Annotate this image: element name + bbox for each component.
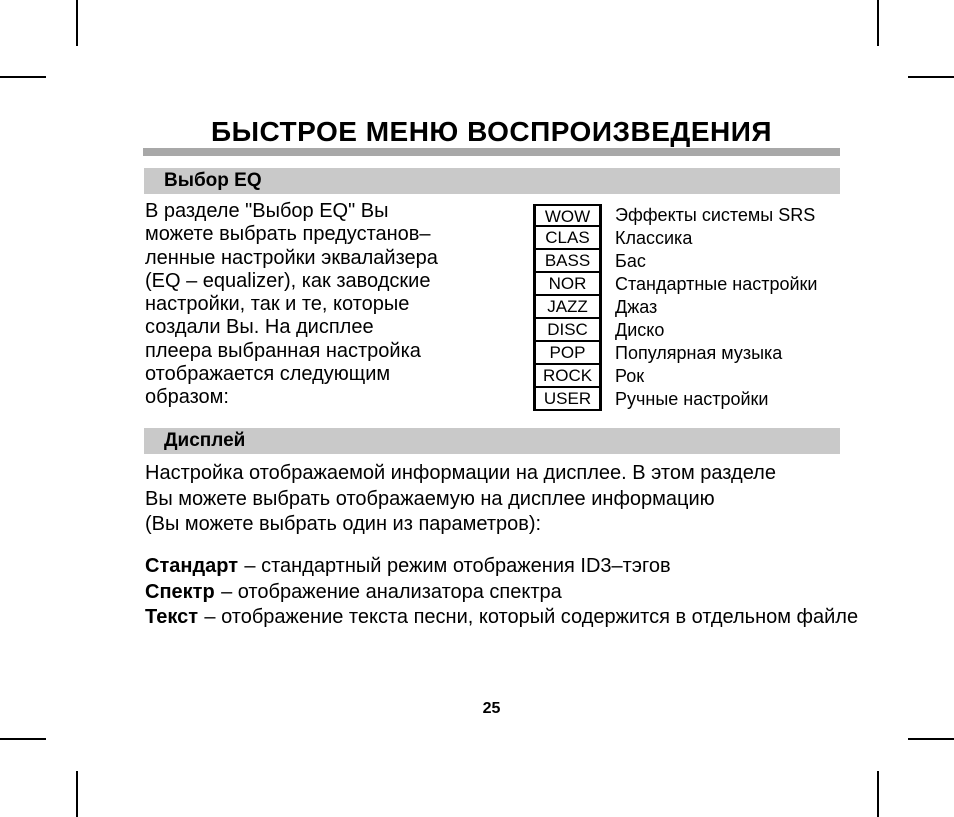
crop-mark-top-left-vertical — [76, 0, 78, 46]
title-rule — [143, 148, 840, 156]
definition-line — [145, 580, 865, 606]
eq-description: Популярная музыка — [615, 343, 783, 363]
page-number: 25 — [482, 700, 501, 717]
crop-mark-bottom-left-horizontal — [0, 738, 46, 740]
crop-mark-top-left-horizontal — [0, 76, 46, 78]
eq-description: Диско — [615, 320, 665, 340]
crop-mark-top-right-vertical — [877, 0, 879, 46]
eq-code-cell: DISC — [533, 319, 602, 342]
eq-code-cell: POP — [533, 342, 602, 365]
eq-table-row — [533, 388, 817, 411]
section-header-display — [144, 428, 840, 454]
eq-description: Классика — [615, 228, 693, 248]
eq-code-cell: WOW — [533, 204, 602, 227]
eq-code-cell: NOR — [533, 273, 602, 296]
eq-table-row — [533, 365, 817, 388]
eq-table-row — [533, 342, 817, 365]
crop-mark-bottom-right-horizontal — [908, 738, 954, 740]
eq-description: Стандартные настройки — [615, 274, 818, 294]
eq-code-cell: USER — [533, 388, 602, 411]
crop-mark-top-right-horizontal — [908, 76, 954, 78]
eq-description: Рок — [615, 366, 645, 386]
definition-text: – отображение текста песни, который содержится в отдельном файле — [204, 606, 859, 628]
display-definitions — [145, 554, 865, 631]
eq-table-row — [533, 319, 817, 342]
definition-term: Спектр — [145, 580, 215, 603]
section-header-display-label: Дисплей — [164, 430, 246, 451]
section-header-eq — [144, 168, 840, 194]
eq-code-cell: ROCK — [533, 365, 602, 388]
definition-line — [145, 554, 865, 580]
eq-description: Эффекты системы SRS — [615, 205, 816, 225]
eq-table-row — [533, 204, 817, 227]
eq-table-row — [533, 227, 817, 250]
eq-description: Джаз — [615, 297, 658, 317]
eq-description: Бас — [615, 251, 646, 271]
display-paragraph: Настройка отображаемой информации на дисплее. В этом разделе Вы можете выбрать отображаемую на дисплее информацию (Вы можете выбрать один из параметров): — [145, 462, 776, 535]
eq-code-cell: BASS — [533, 250, 602, 273]
definition-text: – стандартный режим отображения ID3–тэгов — [244, 555, 671, 577]
section-header-eq-label: Выбор EQ — [164, 170, 262, 191]
eq-table-row — [533, 250, 817, 273]
eq-paragraph: В разделе "Выбор EQ" Вы можете выбрать предустанов– ленные настройки эквалайзера (EQ – equalizer), как заводские настройки, так и те, которые создали Вы. На дисплее плеера выбранная настройка отображается следующим образом: — [145, 200, 438, 409]
definition-term: Стандарт — [145, 555, 239, 577]
eq-description: Ручные настройки — [615, 389, 769, 409]
definition-text: – отображение анализатора спектра — [221, 580, 562, 603]
eq-preset-table — [533, 204, 817, 411]
definition-term: Текст — [145, 606, 199, 628]
page-title: БЫСТРОЕ МЕНЮ ВОСПРОИЗВЕДЕНИЯ — [211, 116, 772, 147]
crop-mark-bottom-left-vertical — [76, 771, 78, 817]
eq-table-row — [533, 296, 817, 319]
eq-code-cell: JAZZ — [533, 296, 602, 319]
eq-code-cell: CLAS — [533, 227, 602, 250]
definition-line — [145, 605, 865, 631]
crop-mark-bottom-right-vertical — [877, 771, 879, 817]
eq-table-row — [533, 273, 817, 296]
